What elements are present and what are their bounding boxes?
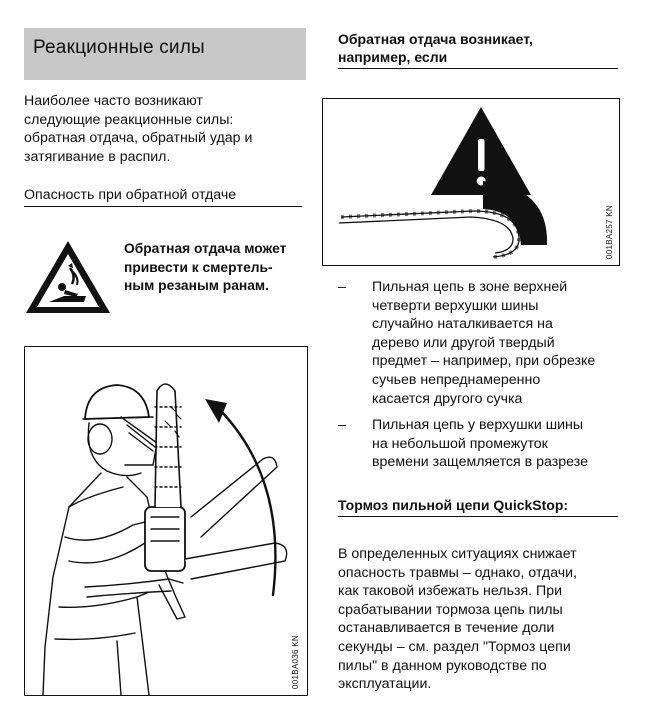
brake-line: срабатывании тормоза цепь пилы xyxy=(338,601,563,618)
section-header xyxy=(24,28,306,80)
bullet-dash: – xyxy=(338,279,346,295)
bullet-line: случайно наталкивается на xyxy=(372,316,553,333)
intro-paragraph xyxy=(24,92,314,166)
bullet-line: Пильная цепь у верхушки шины xyxy=(372,417,584,434)
bullet-line: касается другого сучка xyxy=(372,390,523,407)
brake-line: опасность травмы – однако, отдачи, xyxy=(338,564,578,581)
warning-text xyxy=(124,240,309,296)
kickback-cause-heading xyxy=(338,30,618,69)
bullet-line: сучьев непреднамеренно xyxy=(372,371,541,388)
intro-line: обратная отдача, обратный удар и xyxy=(24,130,253,147)
kickback-warning-icon xyxy=(24,238,112,316)
figure-code: 001BA257 KN xyxy=(605,204,614,259)
list-item xyxy=(338,278,623,408)
illustration-code: 001BA036 KN xyxy=(291,634,300,689)
operator-kickback-drawing xyxy=(25,347,307,695)
bullet-line: на небольшой промежуток xyxy=(372,435,548,452)
intro-line: Наиболее часто возникают xyxy=(24,93,203,109)
intro-line: затягивание в распил. xyxy=(24,148,171,165)
list-item xyxy=(338,416,623,472)
bullet-line: времени защемляется в разрезе xyxy=(372,454,588,471)
bullet-line: дерево или другой твердый xyxy=(372,334,555,351)
brake-line: пилы" в данном руководстве по xyxy=(338,657,547,674)
bullet-list xyxy=(338,278,623,472)
warning-line: привести к смертель- xyxy=(124,259,273,275)
brake-line: секунды – см. раздел "Тормоз цепи xyxy=(338,638,571,655)
bullet-line: четверти верхушки шины xyxy=(372,297,539,314)
section-title: Реакционные силы xyxy=(33,37,205,58)
bar-tip-drawing xyxy=(323,99,619,265)
warning-line: Обратная отдача может xyxy=(124,241,287,256)
bullet-line: предмет – например, при обрезке xyxy=(372,353,596,370)
brake-line: как таковой избежать нельзя. При xyxy=(338,583,563,600)
bullet-dash: – xyxy=(338,417,346,434)
brake-line: останавливается в течение доли xyxy=(338,620,555,637)
kickback-danger-heading: Опасность при обратной отдаче xyxy=(24,186,302,207)
chain-brake-heading: Тормоз пильной цепи QuickStop: xyxy=(338,496,618,517)
bullet-line: Пильная цепь в зоне верхней xyxy=(372,279,568,295)
kickback-zone-figure xyxy=(322,98,620,266)
chain-brake-paragraph xyxy=(338,545,628,694)
warning-line: ным резаным ранам. xyxy=(124,278,269,294)
brake-line: эксплуатации. xyxy=(338,676,432,693)
brake-line: В определенных ситуациях снижает xyxy=(338,546,577,562)
heading-line: Обратная отдача возникает, xyxy=(338,31,533,47)
heading-line: например, если xyxy=(338,49,448,65)
kickback-illustration xyxy=(24,346,308,696)
intro-line: следующие реакционные силы: xyxy=(24,111,234,128)
